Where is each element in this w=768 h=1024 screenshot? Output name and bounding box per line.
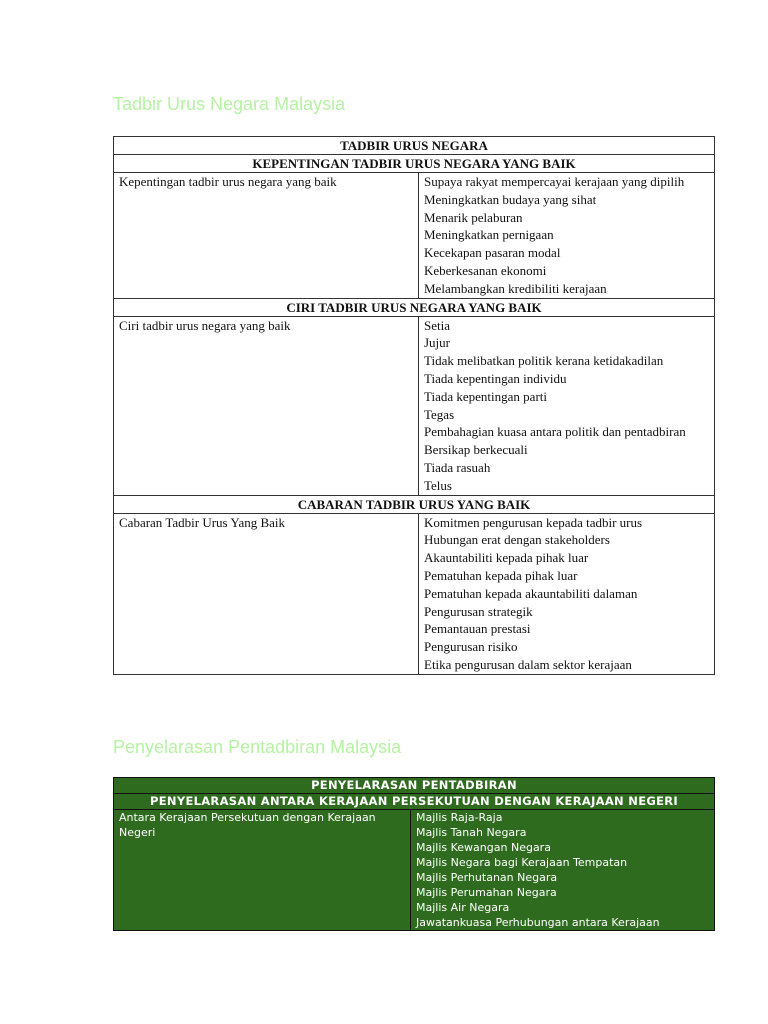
list-item: Majlis Air Negara (416, 901, 510, 914)
list-item: Supaya rakyat mempercayai kerajaan yang dipilih (424, 174, 685, 189)
section-heading-penyelarasan: Penyelarasan Pentadbiran Malaysia (113, 737, 402, 757)
list-item: Tiada rasuah (424, 459, 491, 475)
row-items (411, 810, 715, 931)
row-label: Cabaran Tadbir Urus Yang Baik (114, 513, 419, 674)
table-row (114, 173, 715, 299)
list-item: Jawatankuasa Perhubungan antara Kerajaan (416, 916, 660, 929)
list-item: Majlis Raja-Raja (416, 811, 503, 824)
list-item: Pemantauan prestasi (424, 621, 531, 637)
list-item: Majlis Tanah Negara (416, 826, 527, 839)
group-header-kepentingan: KEPENTINGAN TADBIR URUS NEGARA YANG BAIK (114, 155, 715, 173)
list-item: Pengurusan strategik (424, 603, 533, 619)
table-subheader: PENYELARASAN ANTARA KERAJAAN PERSEKUTUAN DENGAN KERAJAAN NEGERI (114, 794, 715, 810)
row-items (419, 316, 715, 495)
table-title: TADBIR URUS NEGARA (114, 137, 715, 155)
list-item: Komitmen pengurusan kepada tadbir urus (424, 514, 643, 530)
list-item: Tidak melibatkan politik kerana ketidakadilan (424, 353, 664, 369)
group-header-cabaran: CABARAN TADBIR URUS YANG BAIK (114, 495, 715, 513)
list-item: Majlis Perumahan Negara (416, 886, 557, 899)
list-item: Keberkesanan ekonomi (424, 262, 547, 278)
row-label: Kepentingan tadbir urus negara yang baik (114, 173, 419, 299)
list-item: Tiada kepentingan individu (424, 370, 567, 386)
list-item: Melambangkan kredibiliti kerajaan (424, 280, 607, 296)
list-item: Hubungan erat dengan stakeholders (424, 532, 610, 548)
row-label: Antara Kerajaan Persekutuan dengan Kerajaan Negeri (114, 810, 411, 931)
list-item: Setia (424, 317, 450, 333)
list-item: Pengurusan risiko (424, 639, 518, 655)
list-item: Jujur (424, 335, 450, 351)
list-item: Tegas (424, 406, 455, 422)
table-row (114, 513, 715, 674)
row-items (419, 513, 715, 674)
list-item: Majlis Negara bagi Kerajaan Tempatan (416, 856, 628, 869)
list-item: Tiada kepentingan parti (424, 388, 547, 404)
table-row (114, 810, 715, 931)
list-item: Meningkatkan pernigaan (424, 227, 554, 243)
list-item: Akauntabiliti kepada pihak luar (424, 550, 589, 566)
table-row (114, 316, 715, 495)
list-item: Pematuhan kepada pihak luar (424, 567, 578, 583)
list-item: Bersikap berkecuali (424, 442, 528, 458)
row-label: Ciri tadbir urus negara yang baik (114, 316, 419, 495)
list-item: Menarik pelaburan (424, 209, 523, 225)
list-item: Meningkatkan budaya yang sihat (424, 191, 597, 207)
list-item: Majlis Kewangan Negara (416, 841, 551, 854)
list-item: Etika pengurusan dalam sektor kerajaan (424, 656, 632, 672)
section-heading-tadbir-urus: Tadbir Urus Negara Malaysia (113, 94, 346, 114)
list-item: Pematuhan kepada akauntabiliti dalaman (424, 585, 638, 601)
list-item: Majlis Perhutanan Negara (416, 871, 558, 884)
penyelarasan-table (113, 777, 715, 931)
table-title: PENYELARASAN PENTADBIRAN (114, 778, 715, 794)
row-items (419, 173, 715, 299)
list-item: Telus (424, 477, 452, 493)
list-item: Kecekapan pasaran modal (424, 245, 561, 261)
tadbir-urus-table (113, 136, 715, 675)
group-header-ciri: CIRI TADBIR URUS NEGARA YANG BAIK (114, 298, 715, 316)
list-item: Pembahagian kuasa antara politik dan pentadbiran (424, 424, 686, 440)
